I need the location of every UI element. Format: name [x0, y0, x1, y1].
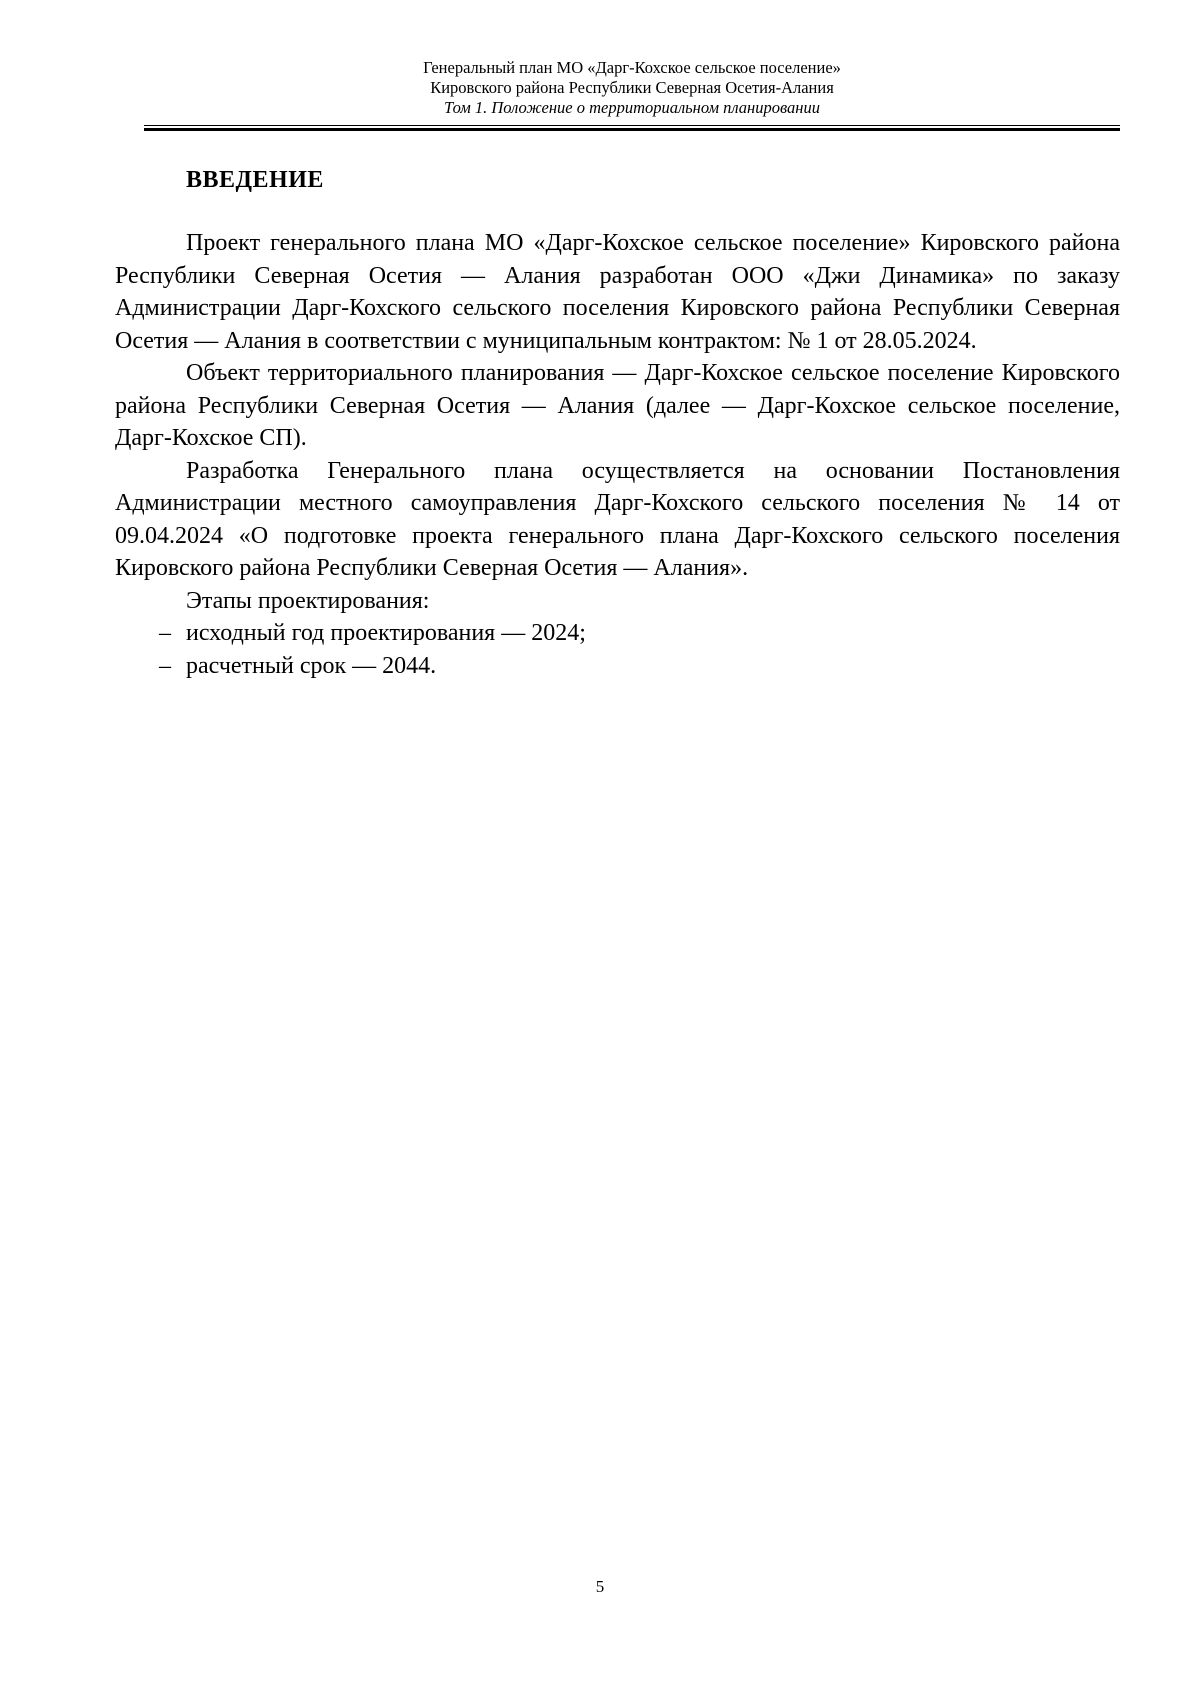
list-dash-marker: –: [159, 620, 171, 646]
paragraph-basis: Разработка Генерального плана осуществляется на основании Постановления Администрации местного самоуправления Дарг-Кохского сельского поселения № 14 от 09.04.2024 «О подготовке проекта генерального плана Дарг-Кохского сельского поселения Кировского района Республики Северная Осетия — Алания».: [115, 457, 1120, 581]
paragraph-project: Проект генерального плана МО «Дарг-Кохское сельское поселение» Кировского района Республики Северная Осетия — Алания разработан ООО «Джи Динамика» по заказу Администрации Дарг-Кохского сельского поселения Кировского района Республики Северная Осетия — Алания в соответствии с муниципальным контрактом: № 1 от 28.05.2024.: [115, 230, 1120, 354]
list-item-text: исходный год проектирования — 2024;: [186, 620, 586, 646]
list-item-text: расчетный срок — 2044.: [186, 652, 437, 679]
paragraph-stages: Этапы проектирования:: [186, 587, 430, 614]
header-line-3: Том 1. Положение о территориальном планировании: [444, 98, 820, 117]
running-header: [144, 58, 1120, 118]
header-divider-thin: [144, 125, 1120, 126]
list-item: [115, 650, 1120, 683]
paragraph-object: Объект территориального планирования — Дарг-Кохское сельское поселение Кировского района Республики Северная Осетия — Алания (далее — Дарг-Кохское сельское поселение, Дарг-Кохское СП).: [115, 360, 1120, 451]
header-line-2: Кировского района Республики Северная Осетия-Алания: [430, 78, 834, 97]
list-dash-marker: –: [159, 652, 171, 679]
list-item: [115, 617, 1120, 650]
header-line-1: Генеральный план МО «Дарг-Кохское сельское поселение»: [423, 58, 841, 77]
body-text: [115, 227, 1120, 682]
page-number: 5: [595, 1577, 605, 1596]
header-divider-thick: [144, 128, 1120, 131]
section-title: ВВЕДЕНИЕ: [186, 167, 324, 193]
stages-list: [115, 617, 1120, 682]
